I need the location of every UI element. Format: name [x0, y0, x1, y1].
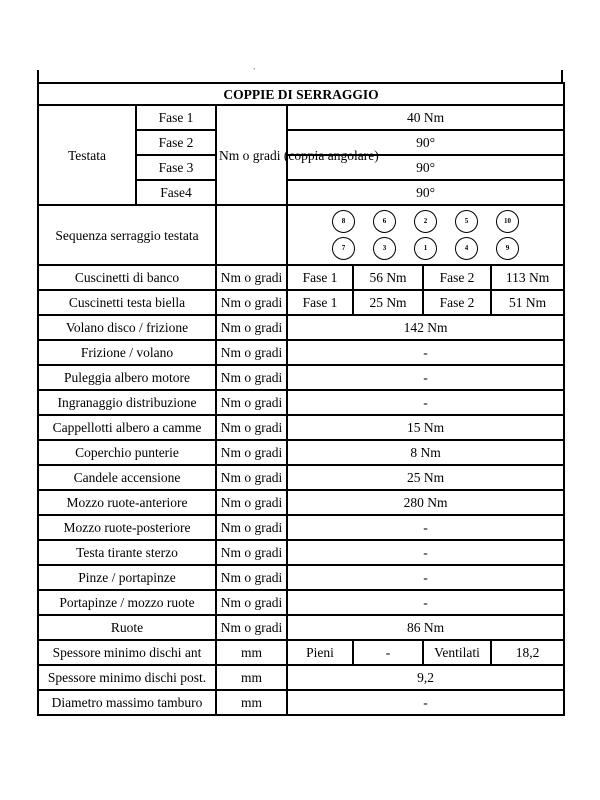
title-row	[38, 83, 564, 105]
row-unit: Nm o gradi	[216, 390, 287, 415]
table-row	[38, 390, 564, 415]
row-value: -	[287, 515, 564, 540]
row-unit: mm	[216, 640, 287, 665]
row-value: -	[287, 565, 564, 590]
bolt-circle: 3	[373, 237, 396, 260]
bolt-circle: 4	[455, 237, 478, 260]
row-unit: Nm o gradi	[216, 365, 287, 390]
testata-phase-3: Fase 3	[136, 155, 216, 180]
row-label: Candele accensione	[38, 465, 216, 490]
testata-row	[38, 105, 564, 130]
phase-1-value: 25 Nm	[353, 290, 423, 315]
table-row	[38, 540, 564, 565]
phase-1-label: Fase 1	[287, 265, 353, 290]
row-unit: Nm o gradi	[216, 265, 287, 290]
sequenza-top-row	[290, 208, 561, 235]
row-unit: Nm o gradi	[216, 465, 287, 490]
table-row	[38, 565, 564, 590]
row-label: Volano disco / frizione	[38, 315, 216, 340]
table-row	[38, 640, 564, 665]
right-border-stub	[561, 70, 563, 82]
row-value: 86 Nm	[287, 615, 564, 640]
table-row	[38, 265, 564, 290]
row-label: Portapinze / mozzo ruote	[38, 590, 216, 615]
table-row	[38, 440, 564, 465]
testata-label: Testata	[38, 105, 136, 205]
row-unit: Nm o gradi	[216, 615, 287, 640]
table-row	[38, 665, 564, 690]
row-unit: Nm o gradi	[216, 590, 287, 615]
disc-type-vented: Ventilati	[423, 640, 491, 665]
testata-unit: Nm o gradi (coppia angolare)	[216, 105, 287, 205]
table-title: COPPIE DI SERRAGGIO	[38, 83, 564, 105]
row-unit: Nm o gradi	[216, 415, 287, 440]
disc-type-solid: Pieni	[287, 640, 353, 665]
bolt-circle: 2	[414, 210, 437, 233]
disc-vented-value: 18,2	[491, 640, 564, 665]
row-unit: Nm o gradi	[216, 340, 287, 365]
row-label: Frizione / volano	[38, 340, 216, 365]
row-label: Diametro massimo tamburo	[38, 690, 216, 715]
testata-value-4: 90°	[287, 180, 564, 205]
testata-value-2: 90°	[287, 130, 564, 155]
bolt-circle: 1	[414, 237, 437, 260]
testata-phase-1: Fase 1	[136, 105, 216, 130]
row-label: Cappellotti albero a camme	[38, 415, 216, 440]
bolt-circle: 6	[373, 210, 396, 233]
table-row	[38, 615, 564, 640]
disc-solid-value: -	[353, 640, 423, 665]
table-row	[38, 590, 564, 615]
row-label: Mozzo ruote-posteriore	[38, 515, 216, 540]
bolt-circle: 5	[455, 210, 478, 233]
testata-phase-2: Fase 2	[136, 130, 216, 155]
row-unit: Nm o gradi	[216, 315, 287, 340]
row-value: -	[287, 590, 564, 615]
phase-1-label: Fase 1	[287, 290, 353, 315]
table-row	[38, 415, 564, 440]
table-row	[38, 490, 564, 515]
testata-value-1: 40 Nm	[287, 105, 564, 130]
row-value: -	[287, 340, 564, 365]
testata-value-3: 90°	[287, 155, 564, 180]
row-label: Spessore minimo dischi post.	[38, 665, 216, 690]
row-label: Cuscinetti di banco	[38, 265, 216, 290]
table-row	[38, 515, 564, 540]
left-border-stub	[37, 70, 39, 82]
sequenza-unit-empty	[216, 205, 287, 265]
bolt-circle: 7	[332, 237, 355, 260]
table-row	[38, 690, 564, 715]
row-value: -	[287, 365, 564, 390]
row-value: 8 Nm	[287, 440, 564, 465]
row-unit: Nm o gradi	[216, 515, 287, 540]
row-unit: mm	[216, 690, 287, 715]
row-unit: Nm o gradi	[216, 490, 287, 515]
table-row	[38, 365, 564, 390]
row-value: 9,2	[287, 665, 564, 690]
row-label: Ruote	[38, 615, 216, 640]
sequenza-bottom-row	[290, 235, 561, 262]
row-value: -	[287, 690, 564, 715]
row-unit: mm	[216, 665, 287, 690]
sequenza-label: Sequenza serraggio testata	[38, 205, 216, 265]
header-mark: `	[253, 67, 256, 76]
phase-2-label: Fase 2	[423, 290, 491, 315]
table-row	[38, 315, 564, 340]
table-row	[38, 290, 564, 315]
row-unit: Nm o gradi	[216, 540, 287, 565]
row-unit: Nm o gradi	[216, 440, 287, 465]
row-label: Testa tirante sterzo	[38, 540, 216, 565]
row-value: -	[287, 540, 564, 565]
sequenza-row	[38, 205, 564, 265]
row-value: 142 Nm	[287, 315, 564, 340]
bolt-circle: 8	[332, 210, 355, 233]
torque-table	[37, 82, 565, 716]
table-row	[38, 340, 564, 365]
phase-2-label: Fase 2	[423, 265, 491, 290]
row-label: Mozzo ruote-anteriore	[38, 490, 216, 515]
row-label: Ingranaggio distribuzione	[38, 390, 216, 415]
bolt-circle: 10	[496, 210, 519, 233]
row-unit: Nm o gradi	[216, 290, 287, 315]
phase-2-value: 113 Nm	[491, 265, 564, 290]
testata-phase-4: Fase4	[136, 180, 216, 205]
row-label: Cuscinetti testa biella	[38, 290, 216, 315]
row-value: -	[287, 390, 564, 415]
row-label: Coperchio punterie	[38, 440, 216, 465]
row-unit: Nm o gradi	[216, 565, 287, 590]
table-row	[38, 465, 564, 490]
row-label: Spessore minimo dischi ant	[38, 640, 216, 665]
row-value: 15 Nm	[287, 415, 564, 440]
phase-2-value: 51 Nm	[491, 290, 564, 315]
phase-1-value: 56 Nm	[353, 265, 423, 290]
sequenza-diagram	[287, 205, 564, 265]
row-label: Puleggia albero motore	[38, 365, 216, 390]
row-value: 25 Nm	[287, 465, 564, 490]
row-value: 280 Nm	[287, 490, 564, 515]
bolt-circle: 9	[496, 237, 519, 260]
row-label: Pinze / portapinze	[38, 565, 216, 590]
